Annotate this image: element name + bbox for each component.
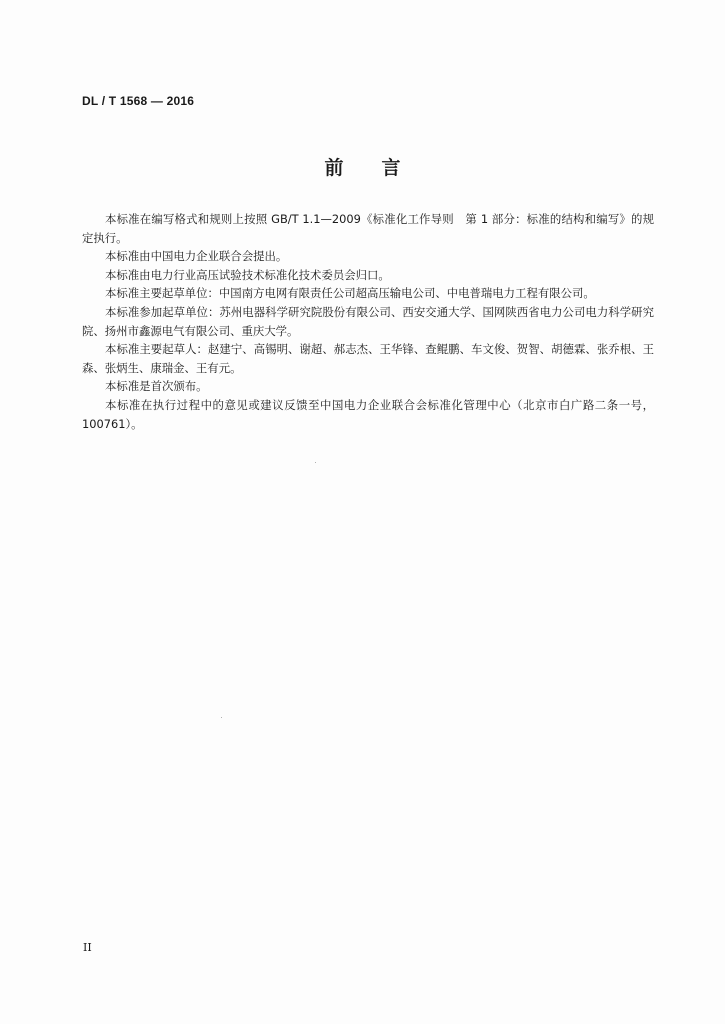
- paragraph-main-drafters: 本标准主要起草人：赵建宁、高锡明、谢超、郝志杰、王华锋、查鲲鹏、车文俊、贺智、胡德霖、张乔根、王森、张炳生、康瑞金、王有元。: [82, 342, 654, 375]
- page-number: II: [83, 941, 92, 954]
- scan-speck: [315, 462, 316, 463]
- paragraph-feedback: 本标准在执行过程中的意见或建议反馈至中国电力企业联合会标准化管理中心（北京市白广路二条一号，100761）。: [82, 397, 654, 431]
- standard-number: DL / T 1568 — 2016: [82, 94, 195, 108]
- paragraph-main-drafting-units: 本标准主要起草单位：中国南方电网有限责任公司超高压输电公司、中电普瑞电力工程有限公司。: [105, 286, 595, 301]
- foreword-body: [82, 210, 654, 433]
- paragraph-proposer: 本标准由中国电力企业联合会提出。: [105, 249, 288, 264]
- paragraph-first-release: 本标准是首次颁布。: [105, 379, 208, 394]
- paragraph-participating-units: 本标准参加起草单位：苏州电器科学研究院股份有限公司、西安交通大学、国网陕西省电力公司电力科学研究院、扬州市鑫源电气有限公司、重庆大学。: [82, 304, 654, 338]
- scan-speck: [221, 717, 222, 718]
- section-title: 前言: [324, 157, 439, 179]
- paragraph-responsible-committee: 本标准由电力行业高压试验技术标准化技术委员会归口。: [105, 267, 390, 282]
- paragraph-drafting-rules: 本标准在编写格式和规则上按照 GB/T 1.1—2009《标准化工作导则 第 1 部分：标准的结构和编写》的规定执行。: [82, 212, 654, 245]
